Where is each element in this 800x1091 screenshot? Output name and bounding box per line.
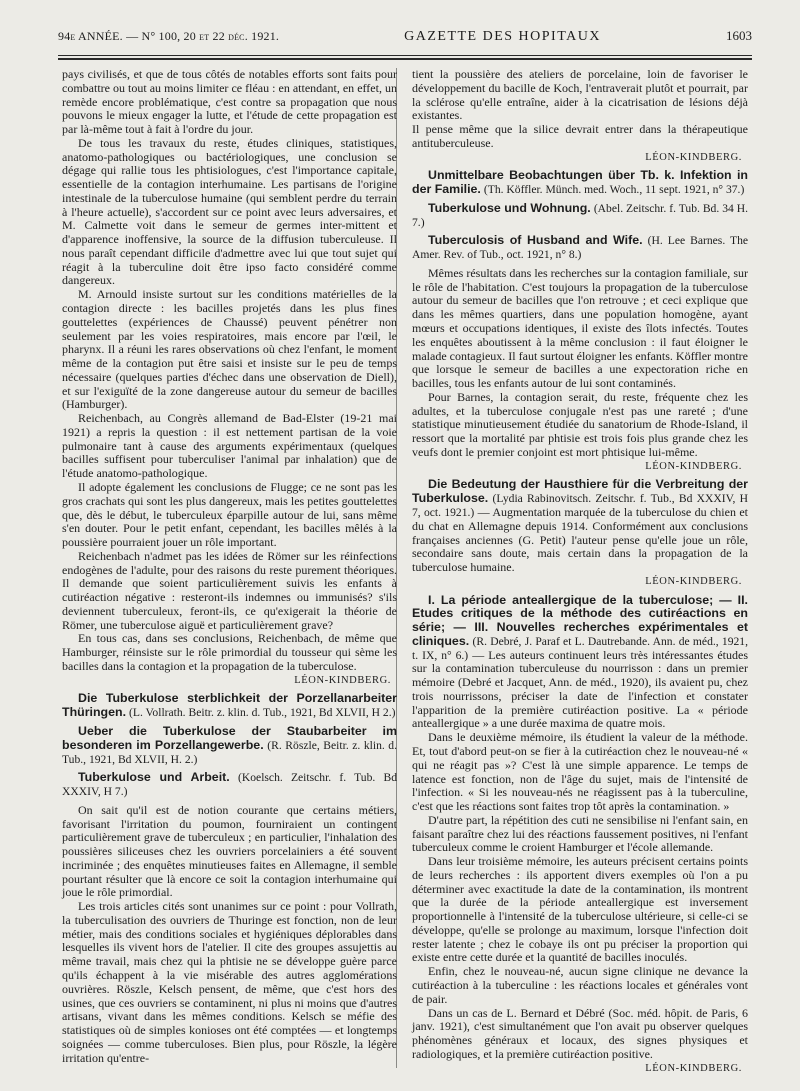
paragraph: Dans un cas de L. Bernard et Débré (Soc. méd. hôpit. de Paris, 6 janv. 1921), c'est simultanément que l'on avait pu observer quelques phénomènes généraux et locaux, des signes physiques et radiologiques, et la première cutiréaction positive.	[412, 1005, 748, 1061]
paragraph: Pour Barnes, la contagion serait, du reste, fréquente chez les adultes, et la tuberculose conjugale n'est pas une rareté ; d'une statistique minutieusement étudiée du sanatorium de Rhode-Island, il ressort que la mortalité par phtisie est trois fois plus grande chez les veufs dont le premier conjoint est mort phtisique lui-même.	[412, 389, 748, 459]
article-heading	[62, 771, 397, 799]
author-signature: LÉON-KINDBERG.	[645, 151, 742, 163]
author-signature: LÉON-KINDBERG.	[645, 1062, 742, 1074]
paragraph: M. Arnould insiste surtout sur les conditions matérielles de la contagion directe : les bacilles projetés dans les plus fines gouttelettes (expériences de Chaussé) peuvent pénétrer non seulement par les voies respiratoires, mais encore par l'œil, le pharynx. Il a réuni les rares observations où chez l'enfant, le moment même de la contagion put être saisi et insiste sur le peu de temps nécessaire (quelques parties d'échec dans une observation de Diell), et sur l'exiguïté de la zone dangereuse autour du semeur de bacilles (Hamburger).	[62, 287, 397, 412]
paragraph: — Augmentation marquée de la tuberculose du chien et du chat en Allemagne depuis 1914. Conformément aux conclusions françaises anciennes (G. Petit) l'auteur pense qu'elle joue un rôle, secondaire sans doute, mais certain dans la propagation de la tuberculose humaine.	[412, 504, 748, 575]
article-reference: (H. Lee Barnes. The Amer. Rev. of Tub., oct. 1921, n° 8.)	[412, 234, 749, 262]
article-heading	[62, 692, 397, 720]
article-title: Die Bedeutung der Hausthiere für die Verbreitung der Tuberkulose.	[412, 477, 748, 506]
right-column	[412, 68, 748, 1079]
article-reference: (Th. Köffler. Münch. med. Woch., 11 sept. 1921, n° 37.)	[483, 183, 745, 197]
paragraph: Enfin, chez le nouveau-né, aucun signe clinique ne devance la cutiréaction à la tuberculine : les réactions locales et générales vont de pair.	[412, 964, 748, 1006]
paragraph: D'autre part, la répétition des cuti ne sensibilise ni l'enfant sain, en faisant paraître chez lui des réactions faussement positives, ni l'enfant tuberculeux comme le croient Hamburger et l'école allemande.	[412, 812, 748, 855]
article-heading	[62, 725, 397, 766]
paragraph: Il adopte également les conclusions de Flugge; ce ne sont pas les gros crachats qui sont les plus dangereux, mais les petites gouttelettes que, dès le début, le tuberculeux éparpille autour de lui, sans même s'en douter. Pour le petit enfant, cependant, les bacilles mêlés à la poussière pourraient jouer un rôle important.	[62, 479, 397, 550]
page-header	[58, 28, 752, 54]
paragraph: tient la poussière des ateliers de porcelaine, loin de favoriser le développement du bacille de Koch, l'entraverait plutôt et pourrait, par la sclérose qu'elle entraîne, aider à la cicatrisation de lésions déjà existantes.	[412, 67, 748, 123]
article-title: Ueber die Tuberkulose der Staubarbeiter im besonderen im Porzellangewerbe.	[62, 723, 397, 752]
page-number: 1603	[725, 28, 752, 43]
paragraph: Il pense même que la silice devrait entrer dans la thérapeutique antituberculeuse.	[412, 122, 748, 150]
article-reference: (R. Debré, J. Paraf et L. Dautrebande. Ann. de méd., 1921, t. IX, n° 6.)	[412, 634, 748, 662]
paragraph: Dans le deuxième mémoire, ils étudient la valeur de la méthode. Et, tout d'abord peut-on se fier à la cutiréaction chez le nouveau-né « qui ne réagit pas »? C'est là une simple apparence. Le temps de latence est fonction, non de l'âge du sujet, mais de l'intensité de l'infection. « Si les nouveau-nés ne réagissent pas à la tuberculine, c'est que les réactions sont faites trop tôt après la contamination. »	[412, 730, 748, 814]
author-signature: LÉON-KINDBERG.	[645, 460, 742, 472]
paragraph: En tous cas, dans ses conclusions, Reichenbach, de même que Hamburger, réinsiste sur le rôle primordial du tousseur qui sème les bacilles dans la contagion et la propagation de la tuberculose.	[62, 631, 397, 673]
article-heading	[412, 202, 748, 230]
article-title: I. La période anteallergique de la tuberculose; — II. Etudes critiques de la méthode des cutiréactions en série; — III. Nouvelles recherches expérimentales et cliniques.	[412, 592, 748, 648]
paragraph: Mêmes résultats dans les recherches sur la contagion familiale, sur le rôle de l'habitation. C'est toujours la propagation de la tuberculose autour du semeur de bacilles que l'on retrouve ; et ceci explique que dans les mêmes quartiers, dans une population homogène, ayant mœurs et occupations identiques, il existe des îlots infectés. Toutes les enquêtes aboutissent à la même conclusion : il faut éloigner le malade contagieux. Il faut surtout éloigner les enfants. Köffler montre que lorsque le semeur de bacilles a une expectoration riche en bacilles, tous les enfants autour de lui sont contaminés.	[412, 265, 748, 391]
header-rule-thick	[58, 58, 752, 60]
journal-title: GAZETTE DES HOPITAUX	[404, 29, 601, 44]
article-heading	[412, 478, 748, 574]
paragraph: On sait qu'il est de notion courante que certains métiers, favorisant l'irritation du poumon, fourniraient un contingent particulièrement grave de tuberculeux ; en particulier, l'inhalation des poussières siliceuses chez les ouvriers porcelainiers a été souvent incriminée ; des enquêtes minutieuses faites en Allemagne, il semble pourtant résulter que là encore ce soit la contagion interhumaine qui joue le rôle primordial.	[62, 802, 397, 900]
paragraph: Reichenbach, au Congrès allemand de Bad-Elster (19-21 mai 1921) a repris la question : il est nettement partisan de la voie pulmonaire tant à cause des arguments expérimentaux (quelques bacilles suffisent pour tuberculiser l'animal par inhalation) que de l'étude anatomo-pathologique.	[62, 411, 397, 481]
article-title: Die Tuberkulose sterblichkeit der Porzellanarbeiter Thüringen.	[62, 691, 397, 720]
article-title: Tuberkulose und Arbeit.	[78, 770, 230, 785]
article-heading	[412, 169, 748, 197]
author-signature: LÉON-KINDBERG.	[645, 575, 742, 587]
article-title: Unmittelbare Beobachtungen über Tb. k. Infektion in der Familie.	[412, 168, 748, 197]
article-reference: (Lydia Rabinovitsch. Zeitschr. f. Tub., Bd XXXIV, H 7, oct. 1921.)	[412, 492, 749, 519]
paragraph: Les trois articles cités sont unanimes sur ce point : pour Vollrath, la tuberculisation des ouvriers de Thuringe est fonction, non de leur métier, mais des conditions sociales et hygiéniques déplorables dans lesquelles ils vivent hors de l'atelier. Il cite des groupes assujettis au même travail, mais chez qui la phtisie ne se développe guère parce qu'ils échappent à la vie misérable des autres agglomérations ouvrières. Röszle, Kelsch pensent, de même, que c'est hors des usines, que ces ouvriers se contaminent, ni plus ni moins que d'autres artisans, vivant dans les mêmes conditions. Kelsch se méfie des statistiques où de simples konioses ont été comptées — et longtemps soignées — comme tuberculoses. Bien plus, pour Röszle, la légère irritation qu'entre-	[62, 899, 397, 1065]
article-title: Tuberkulose und Wohnung.	[428, 200, 591, 215]
paragraph: Dans leur troisième mémoire, les auteurs précisent certains points de leurs recherches : ils apportent divers exemples où l'on a pu déterminer avec exactitude la date de la contamination, ils montrent que la durée de la période anteallergique est inversement proportionnelle à l'intensité de la tuberculose ultérieure, si celle-ci se développe, qu'elle se prolonge au maximum, lorsque l'infection doit rester latente ; chez le cobaye ils ont pu préciser la proportion qui existe entre cette durée et la quantité de bacilles inoculés.	[412, 854, 748, 965]
article-reference: (R. Röszle, Beitr. z. klin. d. Tub., 1921, Bd XLVII, H. 2.)	[62, 738, 397, 766]
left-column	[62, 68, 397, 1065]
article-title: Tuberculosis of Husband and Wife.	[428, 233, 643, 248]
article-reference: (L. Vollrath. Beitr. z. klin. d. Tub., 1921, Bd XLVII, H 2.)	[129, 706, 396, 720]
paragraph: De tous les travaux du reste, études cliniques, statistiques, anatomo-pathologiques ou bactériologiques, une conclusion se dégage qui rallie tous les phtisiologues, c'est l'importance capitale, essentielle de la contagion interhumaine. Les partisans de l'origine intestinale de la tuberculose humaine (qui semblent perdre du terrain à l'heure actuelle), s'accordent sur ce point avec leurs adversaires, et M. Calmette voit dans le semeur de germes inter-mittent et d'apparence inoffensive, la source de la diffusion tuberculeuse. Il nous paraît cependant difficile d'admettre avec lui que tout sujet qui réagit à la tuberculine doit être ipso facto considéré comme dangereux.	[62, 135, 397, 288]
paragraph: pays civilisés, et que de tous côtés de notables efforts sont faits pour combattre ou tout au moins limiter ce fléau : en attendant, en effet, un remède encore problématique, c'est contre sa propagation que nous pouvons le mieux engager la lutte, et l'étude de cette propagation est par là-même tout à fait à l'ordre du jour.	[62, 67, 397, 137]
paragraph: — Les auteurs continuent leurs très intéressantes études sur la contamination tuberculeuse du nourrisson : dans un premier mémoire (Debré et Jacquet, Ann. de méd., 1920), ils avaient pu, chez trois nourrissons, préciser la date de l'infection et constater l'apparition de la première cutiréaction positive. La « période anteallergique » a une durée maxima de quatre mois.	[412, 647, 748, 731]
article-reference: (Koelsch. Zeitschr. f. Tub. Bd XXXIV, H 7.)	[62, 771, 398, 799]
header-rule	[58, 55, 752, 56]
article-heading	[412, 594, 748, 732]
article-heading	[412, 234, 748, 262]
author-signature: LÉON-KINDBERG.	[294, 674, 391, 686]
issue-info: 94e ANNÉE. — N° 100, 20 et 22 déc. 1921.	[58, 29, 280, 43]
paragraph: Reichenbach n'admet pas les idées de Römer sur les réinfections endogènes de l'adulte, pour des raisons du reste purement théoriques. Il demande que soient particulièrement suivis les enfants à cutiréaction négative : resteront-ils indemnes ou immunisés? s'ils deviennent tuberculeux, feront-ils, ce qu'exigerait la théorie de Römer, une tuberculose aiguë et particulièrement grave?	[62, 548, 397, 632]
article-reference: (Abel. Zeitschr. f. Tub. Bd. 34 H. 7.)	[412, 201, 749, 229]
